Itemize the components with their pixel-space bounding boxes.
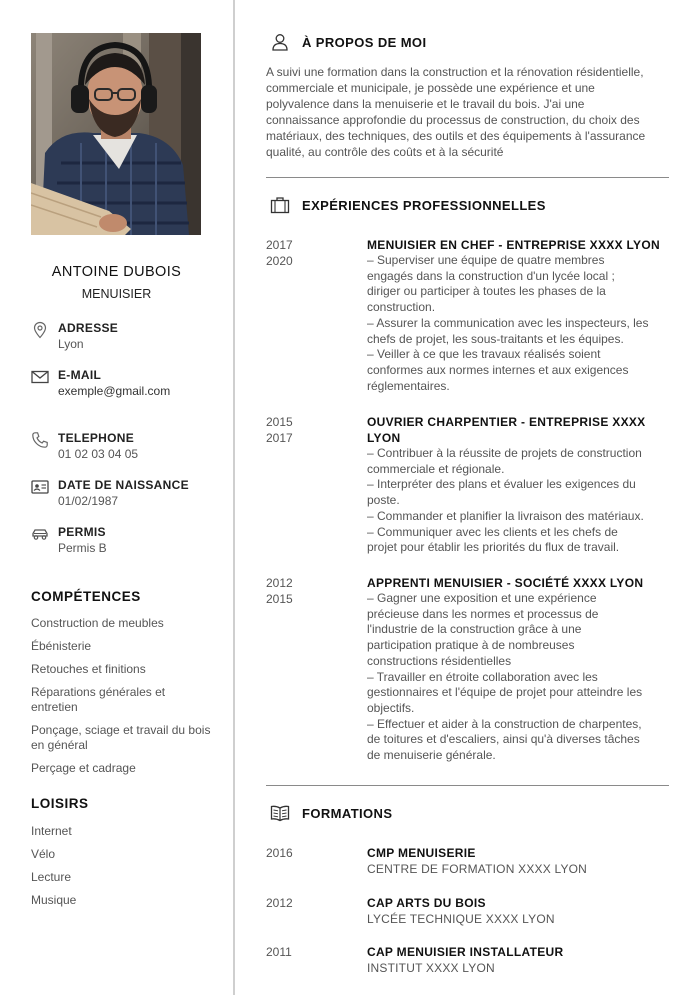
id-card-icon bbox=[31, 478, 49, 496]
description-line: – Superviser une équipe de quatre membres bbox=[367, 253, 605, 267]
description-line: construction. bbox=[367, 300, 436, 315]
phone-icon bbox=[31, 431, 49, 449]
column-divider bbox=[233, 0, 235, 995]
hobby-item: Vélo bbox=[31, 847, 56, 861]
contact-label: E-MAIL bbox=[58, 368, 102, 382]
profile-photo bbox=[31, 33, 201, 235]
education-body bbox=[367, 845, 670, 877]
experience-heading: EXPÉRIENCES PROFESSIONNELLES bbox=[302, 197, 546, 213]
description-line: de toitures et d'escaliers, ainsi qu'à diverses tâches bbox=[367, 732, 640, 747]
description-line: – Communiquer avec les clients et les chefs de bbox=[367, 524, 618, 539]
person-icon bbox=[270, 33, 290, 51]
contact-label: ADRESSE bbox=[58, 321, 119, 335]
experience-years bbox=[266, 414, 346, 446]
skill-item: Réparations générales et entretien bbox=[31, 685, 166, 714]
section-divider bbox=[266, 177, 669, 178]
experience-description bbox=[367, 446, 670, 556]
skill-item: Perçage et cadrage bbox=[31, 761, 136, 775]
description-line: – Interpréter des plans et évaluer les exigences du bbox=[367, 477, 636, 492]
education-year: 2012 bbox=[266, 896, 293, 910]
description-line: – Assurer la communication avec les inspecteurs, les bbox=[367, 315, 649, 330]
about-text: A suivi une formation dans la construction et la rénovation résidentielle, commerciale et municipale, je possède une expérience et une polyvalence dans la menuiserie et le travail du bois. J'ai une connaissance approfondie du processus de construction, du choix des matériaux, des techniques, des outils et des équipements à l'assurance qualité, au contrôle des coûts et à la sécurité bbox=[266, 65, 646, 159]
education-title: CMP MENUISERIE bbox=[367, 846, 476, 860]
description-line: – Travailler en étroite collaboration avec les bbox=[367, 669, 598, 684]
description-line: participation pratique à de nombreuses bbox=[367, 638, 575, 653]
description-line: diriger ou participer à toutes les phases de la bbox=[367, 284, 606, 299]
experience-body bbox=[367, 237, 670, 394]
description-line: l'industrie de la construction grâce à une bbox=[367, 622, 582, 637]
experience-title: OUVRIER CHARPENTIER - ENTREPRISE XXXX LYON bbox=[367, 415, 646, 445]
skills-heading: COMPÉTENCES bbox=[31, 589, 141, 604]
experience-body bbox=[367, 414, 670, 556]
education-body bbox=[367, 944, 670, 976]
open-book-icon bbox=[270, 804, 290, 822]
experience-body bbox=[367, 575, 670, 764]
experience-years bbox=[266, 575, 346, 607]
description-line: poste. bbox=[367, 493, 400, 508]
envelope-icon bbox=[31, 368, 49, 386]
contact-label: PERMIS bbox=[58, 525, 106, 539]
contact-value: Permis B bbox=[58, 541, 107, 555]
experience-years bbox=[266, 237, 346, 269]
skill-item: Ébénisterie bbox=[31, 639, 92, 653]
description-line: – Commander et planifier la livraison des matériaux. bbox=[367, 508, 644, 523]
contact-value: 01 02 03 04 05 bbox=[58, 447, 139, 461]
contact-value: Lyon bbox=[58, 337, 84, 351]
section-divider bbox=[266, 785, 669, 786]
education-school: LYCÉE TECHNIQUE XXXX LYON bbox=[367, 912, 555, 926]
experience-start-year: 2015 bbox=[266, 415, 293, 429]
skill-item: Retouches et finitions bbox=[31, 662, 146, 676]
contact-label: TELEPHONE bbox=[58, 431, 135, 445]
education-year: 2011 bbox=[266, 945, 292, 959]
education-title: CAP MENUISIER INSTALLATEUR bbox=[367, 945, 564, 959]
experience-section-header bbox=[266, 196, 546, 214]
education-section-header bbox=[266, 804, 392, 822]
hobbies-list bbox=[31, 824, 211, 916]
description-line: projet pour établir les priorités du flux de travail. bbox=[367, 540, 620, 555]
education-body bbox=[367, 895, 670, 927]
description-line: gestionnaires et l'équipe de projet pour atteindre les bbox=[367, 685, 643, 700]
hobby-item: Internet bbox=[31, 824, 72, 838]
experience-end-year: 2020 bbox=[266, 254, 293, 268]
description-line: précieuse dans les normes et processus de bbox=[367, 606, 599, 621]
hobby-item: Lecture bbox=[31, 870, 72, 884]
sidebar bbox=[0, 0, 233, 995]
education-year: 2016 bbox=[266, 846, 293, 860]
experience-description bbox=[367, 253, 670, 394]
location-pin-icon bbox=[31, 321, 49, 339]
education-title: CAP ARTS DU BOIS bbox=[367, 896, 486, 910]
description-line: objectifs. bbox=[367, 700, 415, 715]
education-school: INSTITUT XXXX LYON bbox=[367, 961, 495, 975]
candidate-job-title: MENUISIER bbox=[81, 287, 152, 301]
description-line: – Contribuer à la réussite de projets de construction bbox=[367, 446, 642, 460]
description-line: commerciale et régionale. bbox=[367, 461, 505, 476]
description-line: de menuiserie générale. bbox=[367, 748, 496, 763]
hobby-item: Musique bbox=[31, 893, 77, 907]
skill-item: Ponçage, sciage et travail du bois en général bbox=[31, 723, 211, 752]
about-section-header bbox=[266, 33, 426, 51]
experience-end-year: 2015 bbox=[266, 592, 293, 606]
experience-description bbox=[367, 591, 670, 764]
description-line: chefs de projet, les sous-traitants et les équipes. bbox=[367, 331, 624, 346]
briefcase-icon bbox=[270, 196, 290, 214]
description-line: – Gagner une exposition et une expérience bbox=[367, 591, 597, 605]
candidate-name: ANTOINE DUBOIS bbox=[51, 264, 182, 280]
description-line: réglementaires. bbox=[367, 378, 450, 393]
experience-title: MENUISIER EN CHEF - ENTREPRISE XXXX LYON bbox=[367, 238, 660, 252]
description-line: – Effectuer et aider à la construction de charpentes, bbox=[367, 716, 642, 731]
car-icon bbox=[31, 525, 49, 543]
contact-label: DATE DE NAISSANCE bbox=[58, 478, 189, 492]
experience-title: APPRENTI MENUISIER - SOCIÉTÉ XXXX LYON bbox=[367, 576, 644, 590]
description-line: engagés dans la construction d'un lycée local ; bbox=[367, 268, 615, 283]
experience-end-year: 2017 bbox=[266, 431, 293, 445]
contact-value[interactable]: exemple@gmail.com bbox=[58, 384, 171, 398]
skill-item: Construction de meubles bbox=[31, 616, 164, 630]
education-heading: FORMATIONS bbox=[302, 805, 393, 821]
description-line: – Veiller à ce que les travaux réalisés soient bbox=[367, 347, 601, 362]
description-line: constructions résidentielles bbox=[367, 653, 512, 668]
education-school: CENTRE DE FORMATION XXXX LYON bbox=[367, 862, 588, 876]
about-heading: À PROPOS DE MOI bbox=[302, 34, 427, 50]
hobbies-heading: LOISIRS bbox=[31, 796, 89, 811]
description-line: conformes aux normes internes et aux exigences bbox=[367, 362, 629, 377]
experience-start-year: 2017 bbox=[266, 238, 293, 252]
skills-list bbox=[31, 616, 211, 784]
experience-start-year: 2012 bbox=[266, 576, 293, 590]
contact-value: 01/02/1987 bbox=[58, 494, 119, 508]
